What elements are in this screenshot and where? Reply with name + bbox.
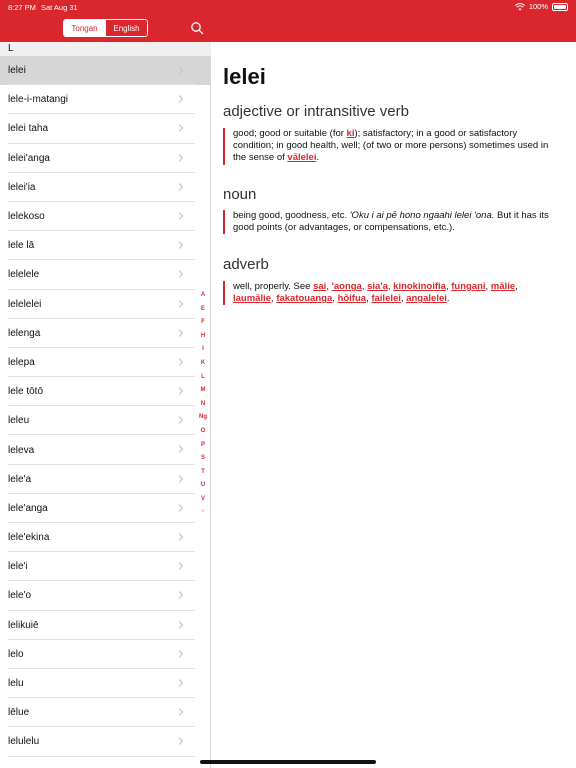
index-letter[interactable]: E [200,305,205,312]
word-list-pane [0,14,211,768]
list-item[interactable] [0,348,211,377]
index-letter[interactable]: A [200,292,206,298]
index-letter[interactable]: P [200,441,205,448]
index-letter[interactable]: ‘ [202,509,204,516]
index-letter[interactable]: F [201,319,205,326]
definition-text: well, properly. See [233,281,314,292]
chevron-right-icon [178,445,184,453]
index-letter[interactable]: I [202,346,204,353]
cross-reference-link[interactable]: fungani [451,281,486,292]
definition-text: But it has its good points (or advantages, or compensations, etc.). [233,210,549,234]
list-item[interactable] [0,669,211,698]
definition-text: , [361,281,368,292]
chevron-right-icon [178,504,184,512]
definition-text: , [326,281,332,292]
list-item[interactable] [0,319,211,348]
definition-text: , [271,293,277,305]
definition-text: . [316,152,320,164]
definition-text: , [485,281,491,292]
entry-detail-pane [211,14,576,768]
chevron-right-icon [178,650,184,658]
index-letter[interactable]: N [200,400,206,407]
list-item[interactable] [0,523,211,552]
wifi-icon [515,3,525,11]
list-item-label: lele'o [8,590,32,602]
cross-reference-link[interactable]: fakatouanga [276,293,333,305]
list-item[interactable] [0,552,211,581]
list-item[interactable] [0,114,211,143]
list-item-label: lelei [8,65,26,77]
index-letter[interactable]: H [200,332,206,339]
example-sentence: 'Oku i ai pē hono ngaahi lelei 'ona. [349,210,495,221]
list-item[interactable] [0,698,211,727]
home-indicator [200,760,376,764]
index-letter[interactable]: O [200,427,206,434]
index-letter[interactable]: S [200,455,205,462]
part-of-speech: adjective or intransitive verb [223,103,409,120]
list-item-label: lelei taha [8,123,49,135]
list-item[interactable] [0,260,211,289]
list-item-label: lele lā [8,240,35,252]
segment-english[interactable]: English [105,20,147,36]
list-item-label: lēlue [8,707,30,719]
list-item[interactable] [0,406,211,435]
chevron-right-icon [178,475,184,483]
list-item[interactable] [0,231,211,260]
status-date: Sat Aug 31 [41,3,78,12]
definition [223,281,558,305]
chevron-right-icon [178,300,184,308]
index-letter[interactable]: Ng [199,414,207,421]
definition [223,128,558,165]
cross-reference-link[interactable]: angalelei [406,293,447,305]
index-letter[interactable]: U [200,482,206,489]
definition-text: , [366,293,372,305]
list-item-label: lele tōtō [8,386,44,398]
definition-text: ); satisfactory; in a good or satisfactory condition; in good health, well; (of two or more persons) sometimes used in the sense of [233,128,549,164]
list-item[interactable] [0,494,211,523]
detail-navbar [211,14,576,42]
word-list [0,56,211,757]
list-item-label: lele'a [8,473,32,485]
index-letter[interactable]: M [200,387,206,394]
chevron-right-icon [178,183,184,191]
list-item-label: lelei'ia [8,181,36,193]
list-item-label: lelei'anga [8,152,50,164]
list-item-label: leleu [8,415,30,427]
part-of-speech: noun [223,186,257,203]
definition-text: good; good or suitable (for [233,128,347,139]
list-item-label: lelelele [8,269,40,281]
definition-text: , [332,293,338,305]
chevron-right-icon [178,562,184,570]
list-item-label: lelo [8,648,24,660]
list-item-label: lelu [8,678,24,690]
cross-reference-link[interactable]: ki [346,128,355,139]
list-item[interactable] [0,202,211,231]
list-item[interactable] [0,290,211,319]
chevron-right-icon [178,679,184,687]
list-item[interactable] [0,85,211,114]
cross-reference-link[interactable]: mālie [490,281,516,292]
chevron-right-icon [178,124,184,132]
status-right [515,2,568,11]
cross-reference-link[interactable]: failelei [371,293,401,305]
cross-reference-link[interactable]: vālelei [287,152,317,164]
list-item-label: lelelelei [8,298,42,310]
chevron-right-icon [178,737,184,745]
chevron-right-icon [178,270,184,278]
list-item-label: lelulelu [8,736,40,748]
chevron-right-icon [178,241,184,249]
battery-percent: 100% [528,2,548,11]
chevron-right-icon [178,95,184,103]
definition-text: , [445,281,452,292]
search-icon[interactable] [190,21,204,35]
cross-reference-link[interactable]: sai [313,281,327,292]
chevron-right-icon [178,329,184,337]
list-item-label: leleva [8,444,35,456]
index-letter[interactable]: K [200,359,206,366]
cross-reference-link[interactable]: 'aonga [331,281,362,292]
headword: lelei [223,64,266,89]
definition-text: , [400,293,407,305]
definition-text: , [387,281,394,292]
list-item-label: lele'i [8,561,28,573]
definition-text: . [446,293,450,305]
list-item[interactable] [0,640,211,669]
index-letter[interactable]: L [201,373,205,380]
list-item-label: lele'anga [8,502,48,514]
chevron-right-icon [178,621,184,629]
section-header: L [0,42,211,56]
list-item-label: lele'ekina [8,532,50,544]
definition-text: being good, goodness, etc. [233,210,350,221]
list-item[interactable] [0,611,211,640]
language-segmented-control[interactable] [63,19,148,37]
list-item-label: lelikuiē [8,619,39,631]
index-letter[interactable]: V [200,495,205,502]
chevron-right-icon [178,358,184,366]
chevron-right-icon [178,416,184,424]
battery-icon [552,3,568,11]
status-time: 8:27 PM [8,3,36,12]
list-navbar [0,14,211,42]
list-item[interactable] [0,56,211,85]
list-item[interactable] [0,173,211,202]
chevron-right-icon [178,387,184,395]
chevron-right-icon [178,154,184,162]
list-item[interactable] [0,435,211,464]
cross-reference-link[interactable]: kinokinoifia [393,281,446,292]
list-item-label: lelenga [8,327,41,339]
cross-reference-link[interactable]: hōifua [337,293,367,305]
chevron-right-icon [178,212,184,220]
list-item-label: lele-i-matangi [8,94,69,106]
cross-reference-link[interactable]: sia'a [367,281,388,292]
list-item[interactable] [0,465,211,494]
segment-tongan[interactable]: Tongan [64,20,105,36]
list-item[interactable] [0,144,211,173]
list-item[interactable] [0,727,211,756]
chevron-right-icon [178,708,184,716]
part-of-speech: adverb [223,256,269,273]
definition [223,210,558,234]
list-item[interactable] [0,581,211,610]
chevron-right-icon [178,66,184,74]
list-item-label: lelepa [8,356,35,368]
list-item[interactable] [0,377,211,406]
status-bar [0,0,576,14]
chevron-right-icon [178,533,184,541]
chevron-right-icon [178,591,184,599]
cross-reference-link[interactable]: laumālie [233,293,272,305]
alphabet-index[interactable] [196,289,210,520]
definition-text: , [515,281,518,292]
index-letter[interactable]: T [201,468,205,475]
list-item-label: lelekoso [8,211,45,223]
